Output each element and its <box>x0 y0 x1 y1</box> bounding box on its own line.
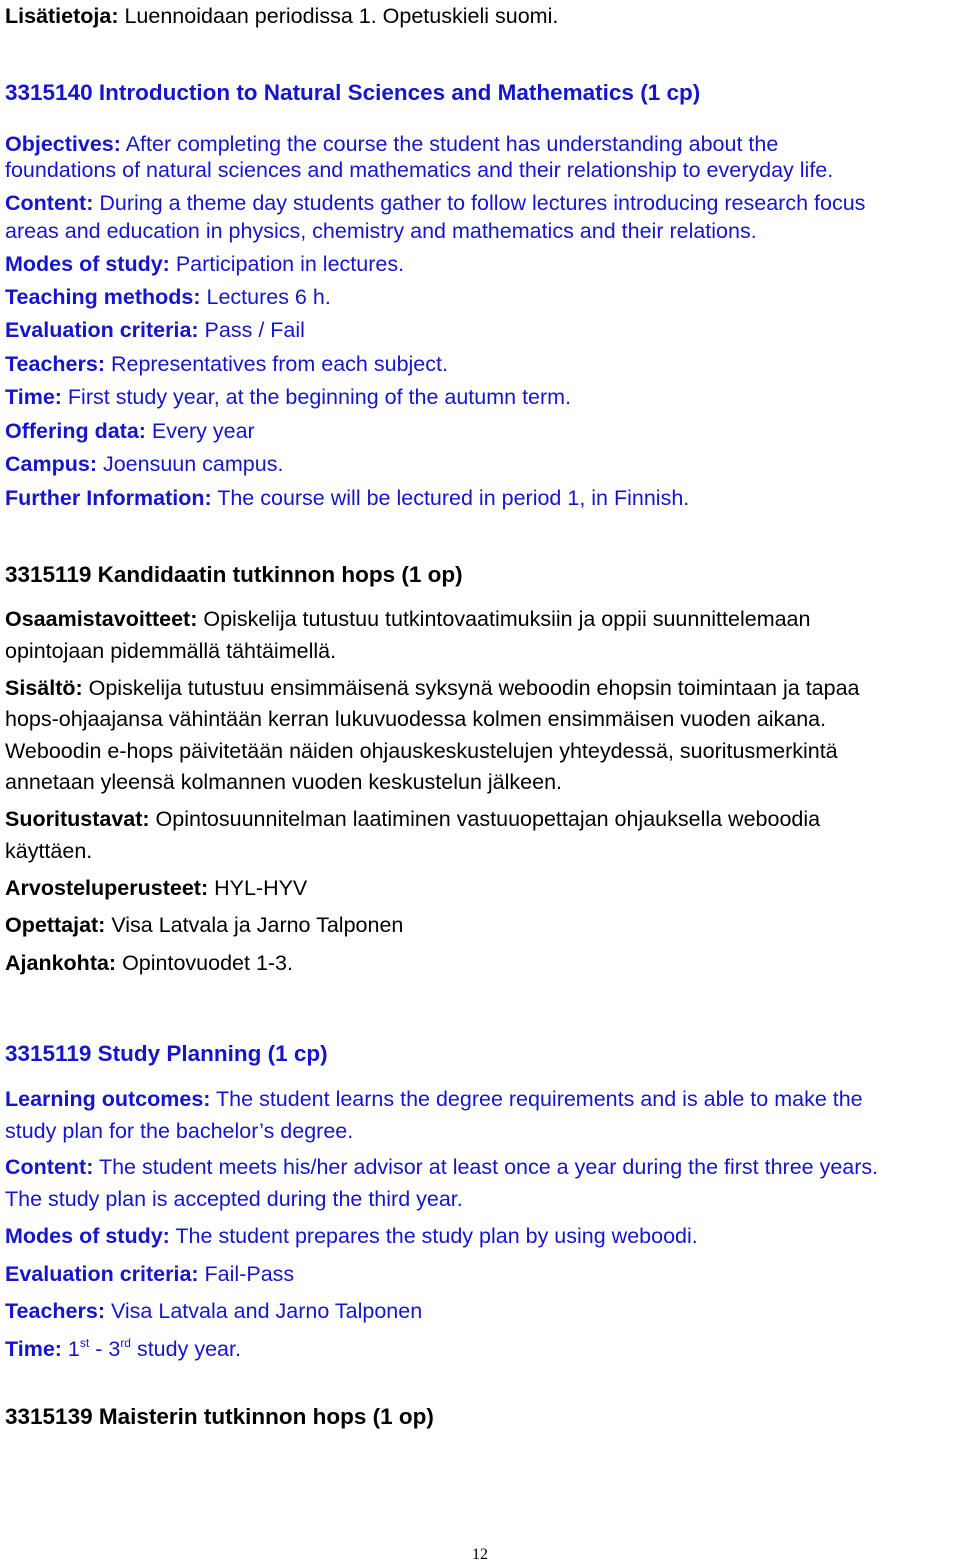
field-value: Every year <box>145 419 255 443</box>
field-value: The student meets his/her advisor at least once a year during the first three years. <box>93 1155 879 1179</box>
field-value: Representatives from each subject. <box>104 352 448 376</box>
field-value: During a theme day students gather to follow lectures introducing research focus <box>93 191 866 215</box>
field-label: Evaluation criteria: <box>5 318 199 342</box>
ordinal-suffix: rd <box>120 1336 131 1350</box>
field-value: - 3 <box>89 1337 121 1361</box>
field-label: Ajankohta: <box>5 951 117 975</box>
field-label: Teachers: <box>5 1299 105 1323</box>
offering-line <box>5 418 255 444</box>
field-value: First study year, at the beginning of the autumn term. <box>61 385 572 409</box>
field-value: Pass / Fail <box>198 318 305 342</box>
field-value: Opintovuodet 1-3. <box>116 951 293 975</box>
field-label: Modes of study: <box>5 252 170 276</box>
field-value: The course will be lectured in period 1, in Finnish. <box>211 486 690 510</box>
field-label: Learning outcomes: <box>5 1087 211 1111</box>
field-value: The student learns the degree requirements and is able to make the <box>210 1087 863 1111</box>
course-title: 3315119 Study Planning (1 cp) <box>5 1041 328 1066</box>
field-value: Visa Latvala and Jarno Talponen <box>104 1299 423 1323</box>
field-value: 1 <box>61 1337 80 1361</box>
field-label: Opettajat: <box>5 913 106 937</box>
field-value: Opiskelija tutustuu ensimmäisenä syksynä weboodin ehopsin toimintaan ja tapaa <box>82 676 860 700</box>
field-label: Sisältö: <box>5 676 83 700</box>
time-line <box>5 1336 241 1362</box>
field-label: Content: <box>5 191 94 215</box>
course-title: 3315139 Maisterin tutkinnon hops (1 op) <box>5 1404 434 1429</box>
course-title: 3315119 Kandidaatin tutkinnon hops (1 op) <box>5 562 463 587</box>
field-value: After completing the course the student has understanding about the <box>120 132 779 156</box>
field-label: Lisätietoja: <box>5 4 119 28</box>
ordinal-suffix: st <box>79 1336 90 1350</box>
opettajat-line <box>5 912 403 938</box>
field-label: Time: <box>5 1337 62 1361</box>
field-value: Fail-Pass <box>198 1262 295 1286</box>
modes-line <box>5 251 404 277</box>
field-label: Further Information: <box>5 486 212 510</box>
osaamistavoitteet-cont: opintojaan pidemmällä tähtäimellä. <box>5 639 337 663</box>
field-value: Luennoidaan periodissa 1. Opetuskieli suomi. <box>118 4 559 28</box>
field-value: HYL-HYV <box>208 876 308 900</box>
field-label: Objectives: <box>5 132 121 156</box>
page-number: 12 <box>472 1546 488 1563</box>
objectives-cont: foundations of natural sciences and mathematics and their relationship to everyday life. <box>5 158 834 182</box>
field-label: Offering data: <box>5 419 146 443</box>
field-label: Suoritustavat: <box>5 807 150 831</box>
objectives-line <box>5 131 778 157</box>
field-value: Joensuun campus. <box>96 452 284 476</box>
field-label: Evaluation criteria: <box>5 1262 199 1286</box>
content-line <box>5 190 865 216</box>
evaluation-line <box>5 317 305 343</box>
sisalto-line <box>5 675 860 701</box>
field-label: Osaamistavoitteet: <box>5 607 198 631</box>
field-value: study year. <box>130 1337 241 1361</box>
sisalto-cont: annetaan yleensä kolmannen vuoden keskustelun jälkeen. <box>5 770 563 794</box>
field-label: Campus: <box>5 452 97 476</box>
field-value: Participation in lectures. <box>169 252 405 276</box>
further-info-line <box>5 3 558 29</box>
campus-line <box>5 451 283 477</box>
sisalto-cont: Weboodin e-hops päivitetään näiden ohjauskeskustelujen yhteydessä, suoritusmerkintä <box>5 739 838 763</box>
field-label: Time: <box>5 385 62 409</box>
field-label: Modes of study: <box>5 1224 170 1248</box>
course-title: 3315140 Introduction to Natural Sciences and Mathematics (1 cp) <box>5 80 701 105</box>
field-value: Lectures 6 h. <box>200 285 331 309</box>
osaamistavoitteet-line <box>5 606 810 632</box>
learning-outcomes-cont: study plan for the bachelor’s degree. <box>5 1119 354 1143</box>
field-value: The student prepares the study plan by using weboodi. <box>169 1224 698 1248</box>
field-label: Content: <box>5 1155 94 1179</box>
further-line <box>5 485 689 511</box>
suoritustavat-cont: käyttäen. <box>5 839 93 863</box>
content-cont: areas and education in physics, chemistry and mathematics and their relations. <box>5 219 757 243</box>
learning-outcomes-line <box>5 1086 863 1112</box>
sisalto-cont: hops-ohjaajansa vähintään kerran lukuvuodessa kolmen ensimmäisen vuoden aikana. <box>5 707 827 731</box>
teaching-line <box>5 284 331 310</box>
teachers-line <box>5 351 448 377</box>
field-value: Opiskelija tutustuu tutkintovaatimuksiin ja oppii suunnittelemaan <box>197 607 811 631</box>
suoritustavat-line <box>5 806 820 832</box>
evaluation-line <box>5 1261 294 1287</box>
modes-line <box>5 1223 698 1249</box>
arvosteluperusteet-line <box>5 875 307 901</box>
time-line <box>5 384 571 410</box>
field-label: Arvosteluperusteet: <box>5 876 209 900</box>
field-label: Teaching methods: <box>5 285 201 309</box>
content-cont: The study plan is accepted during the third year. <box>5 1187 463 1211</box>
content-line <box>5 1154 878 1180</box>
teachers-line <box>5 1298 422 1324</box>
field-value: Opintosuunnitelman laatiminen vastuuopettajan ohjauksella weboodia <box>149 807 821 831</box>
ajankohta-line <box>5 950 293 976</box>
field-value: Visa Latvala ja Jarno Talponen <box>105 913 404 937</box>
field-label: Teachers: <box>5 352 105 376</box>
